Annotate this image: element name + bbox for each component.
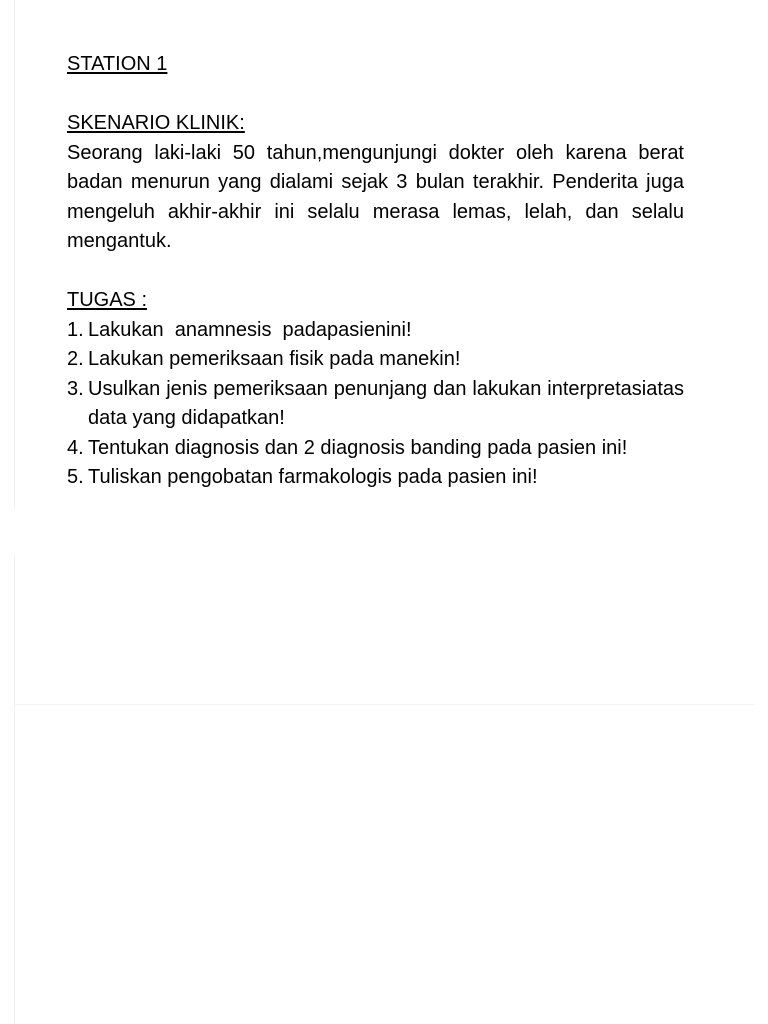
spacer [67,257,684,287]
spacer [67,80,684,110]
task-number: 3. [67,377,84,400]
station-title: STATION 1 [67,53,168,75]
task-text: Lakukan anamnesis padapasienini! [88,318,412,341]
task-item [67,434,684,464]
scenario-heading: SKENARIO KLINIK: [67,112,245,134]
task-item [67,463,684,493]
page-divider-line [14,704,754,705]
task-text: Tentukan diagnosis dan 2 diagnosis banding pada pasien ini! [88,436,628,459]
page-edge-line-lower [14,556,15,1024]
task-list [67,316,684,493]
task-number: 4. [67,436,84,459]
tasks-heading: TUGAS : [67,289,148,311]
task-number: 5. [67,466,84,488]
task-text: Lakukan pemeriksaan fisik pada manekin! [88,348,461,370]
scenario-text: Seorang laki-laki 50 tahun,mengunjungi dokter oleh karena berat badan menurun yang dialami sejak 3 bulan terakhir. Penderita juga mengeluh akhir-akhir ini selalu merasa lemas, lelah, dan selalu mengantuk. [67,141,684,252]
task-text: Tuliskan pengobatan farmakologis pada pasien ini! [88,466,538,488]
task-number: 1. [67,318,84,341]
page-edge-line [14,0,15,508]
document-content [67,50,684,493]
task-item [67,375,684,434]
task-number: 2. [67,348,84,370]
task-text: Usulkan jenis pemeriksaan penunjang dan lakukan interpretasiatas data yang didapatkan! [88,377,684,429]
task-item [67,345,684,375]
task-item [67,316,684,346]
